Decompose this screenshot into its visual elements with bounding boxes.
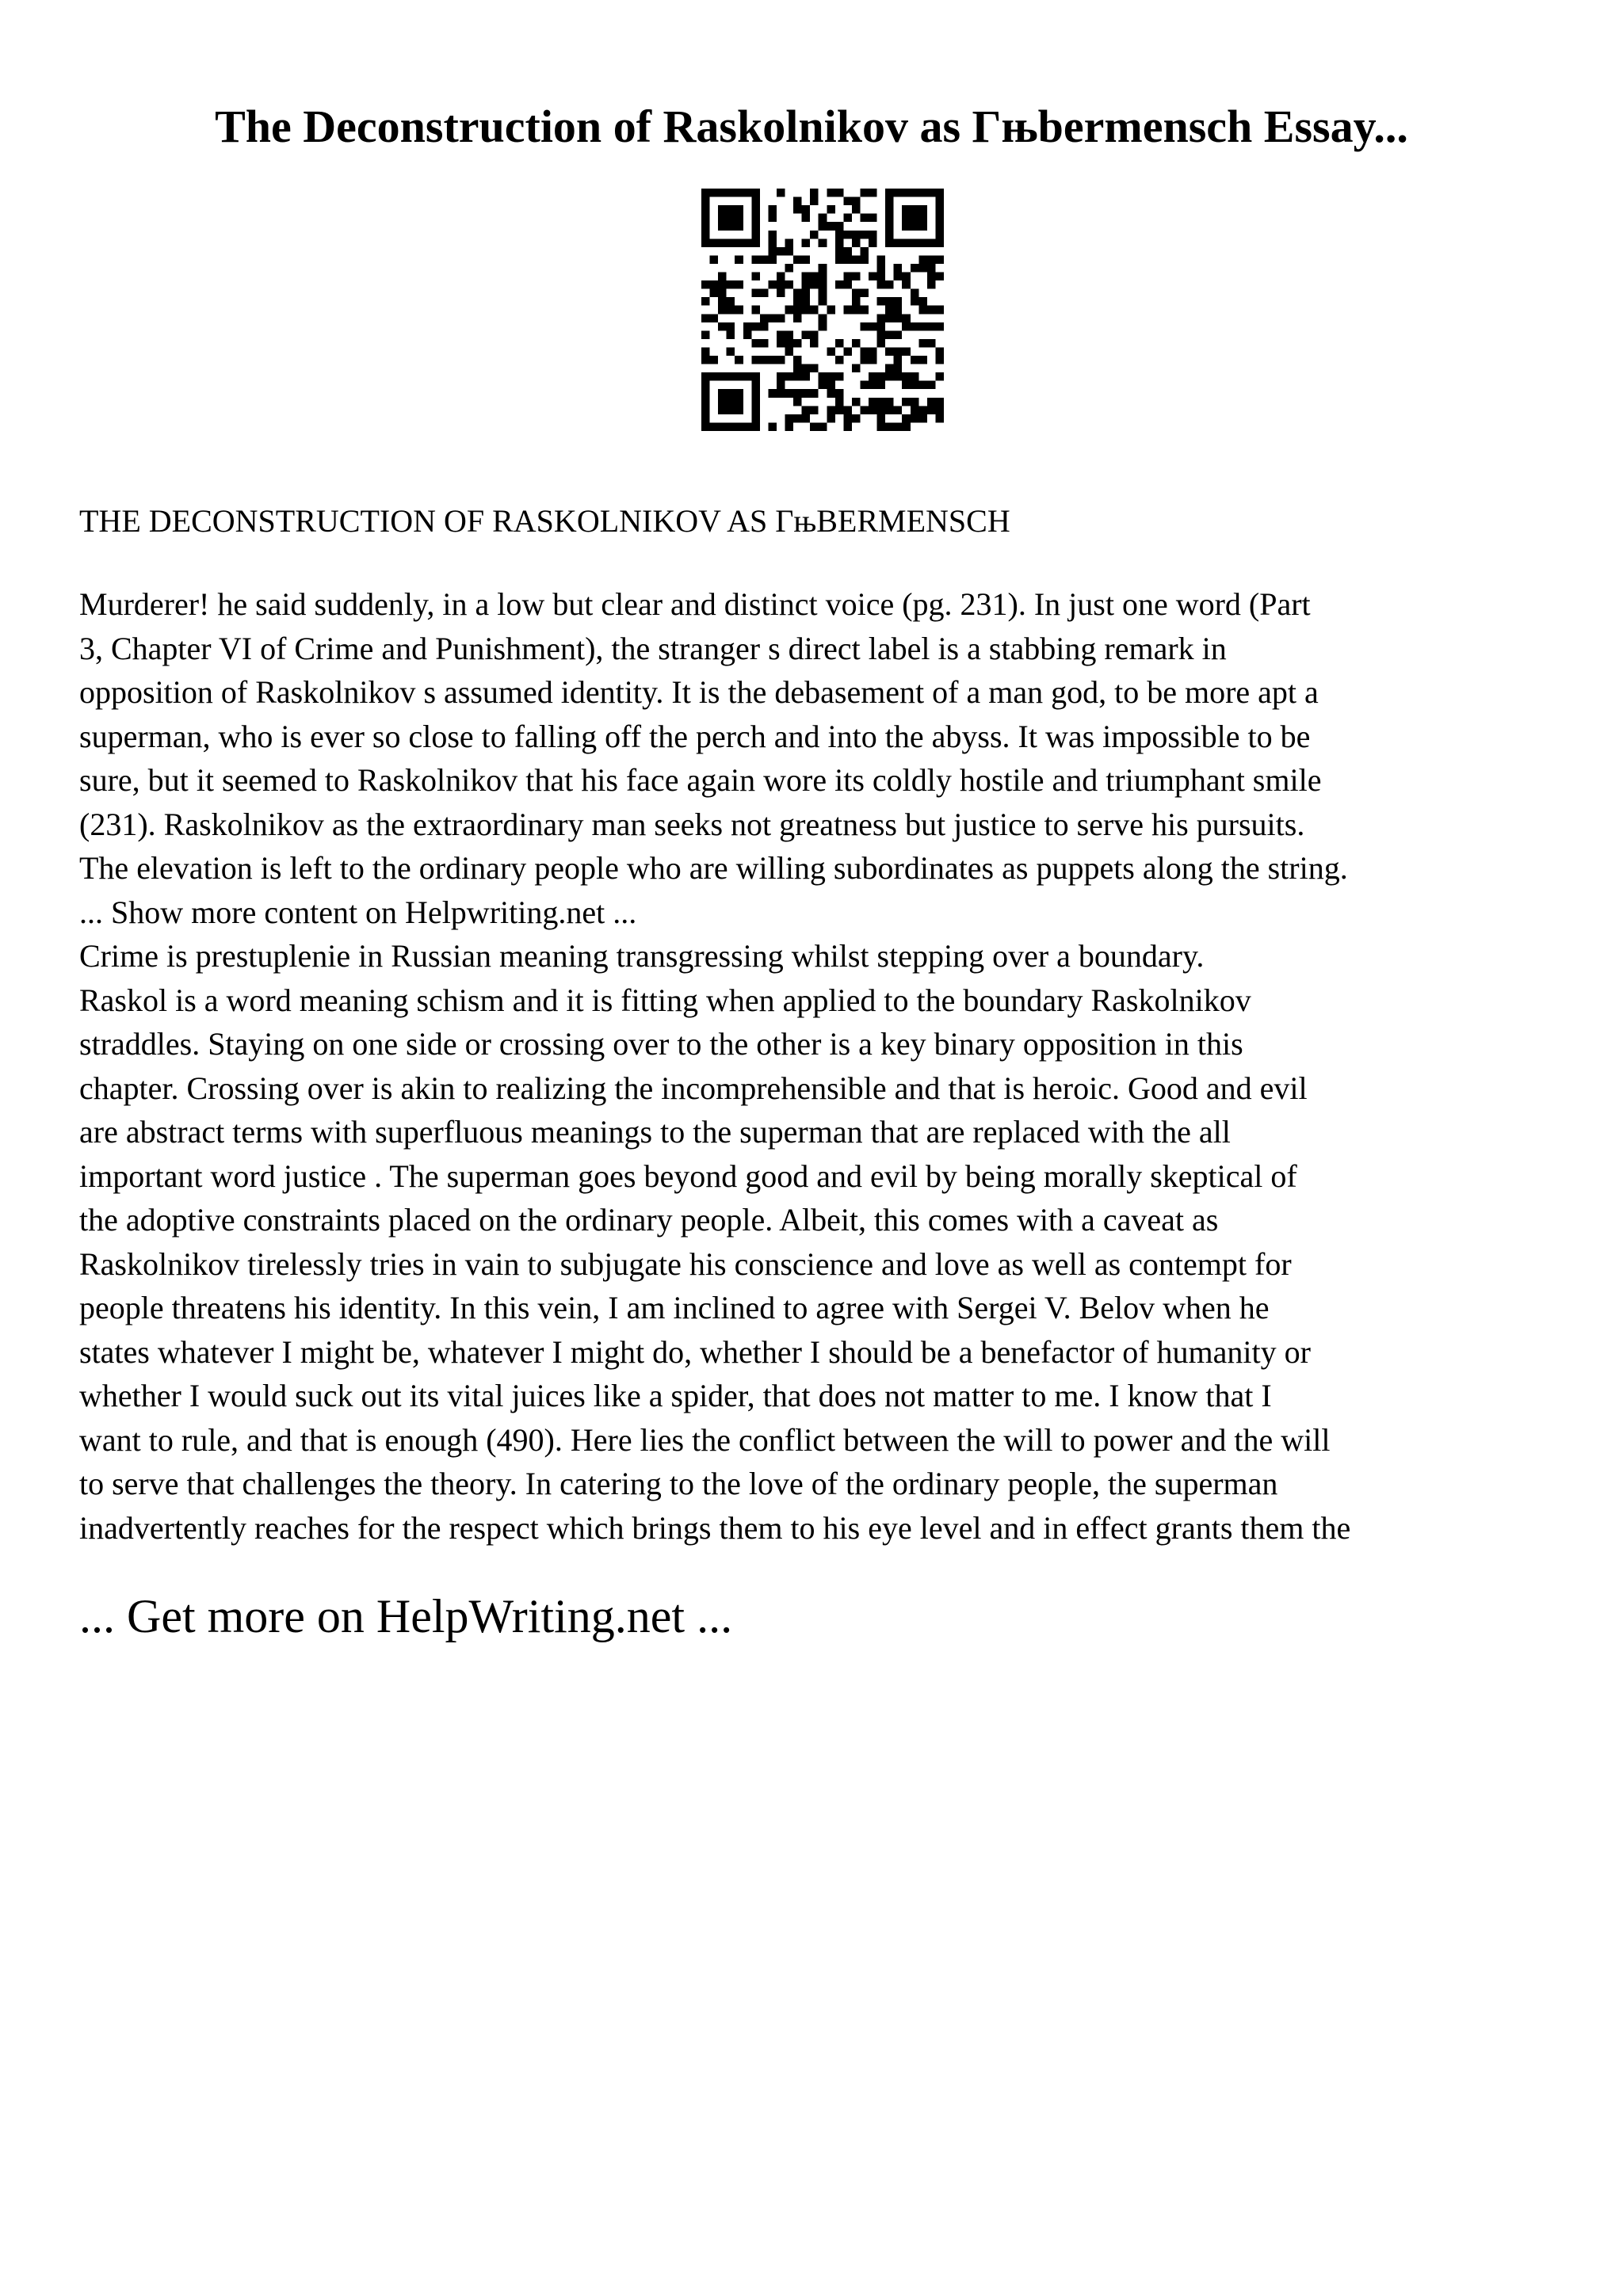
essay-line: the adoptive constraints placed on the ordinary people. Albeit, this comes with a caveat as [79,1202,1219,1238]
essay-line: states whatever I might be, whatever I might do, whether I should be a benefactor of humanity or [79,1333,1311,1370]
essay-line: opposition of Raskolnikov s assumed identity. It is the debasement of a man god, to be more apt a [79,674,1319,710]
essay-line: chapter. Crossing over is akin to realizing the incomprehensible and that is heroic. Good and evil [79,1070,1308,1106]
essay-line: Murderer! he said suddenly, in a low but clear and distinct voice (pg. 231). In just one word (Part [79,586,1311,622]
essay-line: want to rule, and that is enough (490). Here lies the conflict between the will to power and the will [79,1421,1331,1458]
essay-line: to serve that challenges the theory. In catering to the love of the ordinary people, the superman [79,1466,1278,1501]
essay-line: inadvertently reaches for the respect which brings them to his eye level and in effect grants them the [79,1509,1351,1546]
essay-line: sure, but it seemed to Raskolnikov that his face again wore its coldly hostile and triumphant smile [79,762,1322,798]
essay-line: important word justice . The superman goes beyond good and evil by being morally skeptical of [79,1158,1297,1194]
essay-line: 3, Chapter VI of Crime and Punishment), the stranger s direct label is a stabbing remark in [79,630,1227,666]
essay-line: Raskol is a word meaning schism and it is fitting when applied to the boundary Raskolnikov [79,982,1251,1018]
essay-line: Raskolnikov tirelessly tries in vain to subjugate his conscience and love as well as contempt for [79,1245,1292,1282]
essay-line: Crime is prestuplenie in Russian meaning transgressing whilst stepping over a boundary. [79,938,1205,974]
essay-line: are abstract terms with superfluous meanings to the superman that are replaced with the all [79,1114,1231,1150]
qr-code-icon [701,189,944,431]
essay-line: whether I would suck out its vital juices like a spider, that does not matter to me. I know that I [79,1378,1272,1413]
essay-line: straddles. Staying on one side or crossing over to the other is a key binary opposition in this [79,1026,1243,1062]
essay-line: people threatens his identity. In this vein, I am inclined to agree with Sergei V. Belov when he [79,1290,1270,1325]
show-more-link[interactable]: ... Show more content on Helpwriting.net ... [79,894,637,930]
essay-line: superman, who is ever so close to falling off the perch and into the abyss. It was impossible to be [79,718,1311,754]
section-heading: THE DECONSTRUCTION OF RASKOLNIKOV AS ГњBERMENSCH [79,503,1010,539]
essay-line: (231). Raskolnikov as the extraordinary man seeks not greatness but justice to serve his pursuits. [79,806,1305,842]
get-more-link[interactable]: ... Get more on HelpWriting.net ... [79,1590,733,1642]
essay-body [79,582,1569,1550]
document-title: The Deconstruction of Raskolnikov as Гњbermensch Essay... [215,101,1408,152]
essay-line: The elevation is left to the ordinary people who are willing subordinates as puppets along the string. [79,850,1348,886]
